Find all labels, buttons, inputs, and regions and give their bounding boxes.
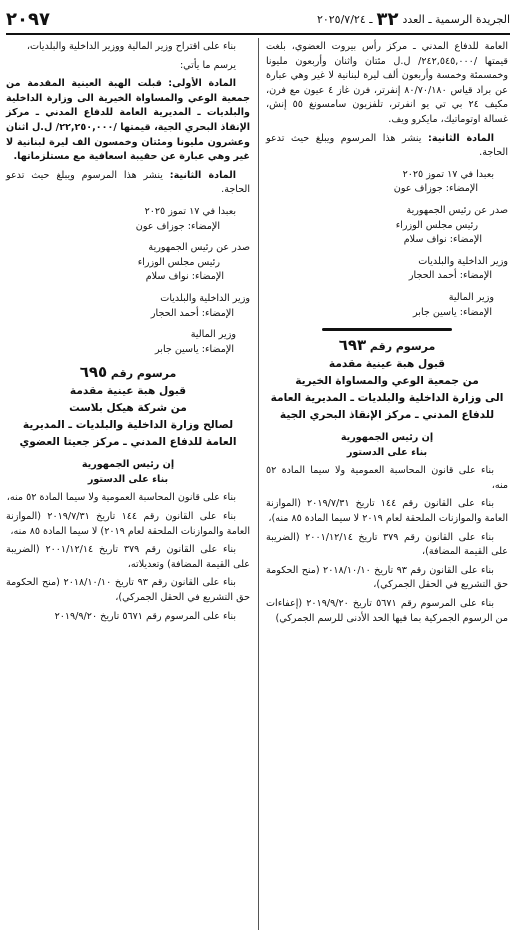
basis-paragraph: بناء على القانون رقم ٩٣ تاريخ ٢٠١٨/١٠/١٠ (منح الحكومة حق التشريع في الحقل الجمركي)، bbox=[6, 577, 250, 604]
decree-title-line: قبول هبة عينية مقدمة bbox=[69, 385, 187, 398]
basis-paragraph: بناء على القانون رقم ١٤٤ تاريخ ٢٠١٩/٧/٣١ (الموازنة العامة والموازنات الملحقة لعام ٢٠١٩ لا سيما المادة ٨٥ منه)، bbox=[266, 498, 508, 525]
journal-title: الجريدة الرسمية ـ العدد bbox=[402, 12, 510, 26]
basis-paragraph: بناء على المرسوم رقم ٥٦٧١ تاريخ ٢٠١٩/٩/٢٠ bbox=[54, 610, 236, 622]
president-heading: إن رئيس الجمهورية bbox=[340, 432, 434, 444]
left-column bbox=[6, 40, 250, 624]
pm-title: رئيس مجلس الوزراء bbox=[137, 256, 220, 268]
basis-paragraph: بناء على القانون رقم ٣٧٩ تاريخ ٢٠٠١/١٢/١٤ (الضريبة على القيمة المضافة)، bbox=[266, 531, 508, 558]
finance-minister-signature: الإمضاء: ياسين جابر bbox=[412, 306, 492, 318]
page-header bbox=[6, 6, 510, 32]
proposal-paragraph: بناء على اقتراح وزير المالية ووزير الداخلية والبلديات، bbox=[26, 41, 236, 52]
decree-title-line: للدفاع المدني ـ مركز الإنقاذ البحري الجية bbox=[279, 409, 495, 422]
decree-title-line: قبول هبة عينية مقدمة bbox=[328, 358, 446, 371]
gift-description-paragraph: العامة للدفاع المدني ـ مركز رأس بيروت العضوي، بلغت قيمتها /٢٤٢,٥٤٥,٠٠٠/ ل.ل مئتان واثنان وأربعون مليونا وخمسمئة وخمسة وأربعون ألف ليرة لبنانية لا غير وهي عبارة عن براد قياس ٨٠/٧٠/١٨٠ إنفرتر، فرن غاز ٤ عيون مع فرن، مكيف ٢٤ بي تي يو انفرتر، تلفزيون سامسونغ ٥٥ إنش، غسالة اوتوماتيك، مايكرو ويف. bbox=[266, 41, 508, 125]
basis-paragraph: بناء على القانون رقم ٣٧٩ تاريخ ٢٠٠١/١٢/١٤ (الضريبة على القيمة المضافة) وتعديلاته، bbox=[6, 544, 250, 570]
decree-heading bbox=[266, 337, 508, 356]
president-signature: الإمضاء: جوزاف عون bbox=[393, 183, 478, 195]
article-two-text: ينشر هذا المرسوم ويبلغ حيث تدعو الحاجة. bbox=[266, 132, 508, 159]
interior-minister-signature: الإمضاء: أحمد الحجار bbox=[408, 270, 492, 282]
article-one-text: قبلت الهبة العينية المقدمة من جمعية الوعي والمساواة الخيرية الى وزارة الداخلية والبلديات ـ المديرية العامة للدفاع المدني ـ مركز الإنقاذ البحري الجية، قيمتها /٢٢,٢٥٠,٠٠٠/ ل.ل اثنان وعشرون مليونا ومئتان وخمسون الف ليرة لبنانية لا غير وهي عبارة عن حقيبة اسعافية مع مستلزماتها. bbox=[6, 78, 251, 163]
basis-paragraph: بناء على قانون المحاسبة العمومية ولا سيما المادة ٥٢ منه، bbox=[266, 465, 508, 491]
decree-label: مرسوم رقم bbox=[369, 340, 436, 354]
section-divider bbox=[266, 328, 508, 331]
page-number: ٢٠٩٧ bbox=[6, 8, 50, 30]
column-separator bbox=[258, 38, 259, 930]
article-one-label: المادة الأولى: bbox=[168, 78, 236, 90]
constitution-line: بناء على الدستور bbox=[87, 473, 169, 485]
finance-minister-signature: الإمضاء: ياسين جابر bbox=[154, 343, 234, 355]
decree-title-line: من شركة هيكل بلاست bbox=[69, 402, 187, 415]
constitution-line: بناء على الدستور bbox=[346, 446, 428, 458]
issued-by: صدر عن رئيس الجمهورية bbox=[148, 242, 250, 254]
decree-label: مرسوم رقم bbox=[110, 367, 177, 381]
article-two-label: المادة الثانية: bbox=[169, 169, 236, 181]
pm-title: رئيس مجلس الوزراء bbox=[395, 219, 478, 231]
basis-paragraph: بناء على قانون المحاسبة العمومية ولا سيما المادة ٥٢ منه، bbox=[6, 492, 236, 504]
finance-minister-title: وزير المالية bbox=[190, 329, 236, 341]
decree-title-line: من جمعية الوعي والمساواة الخيرية bbox=[295, 375, 479, 388]
article-two bbox=[266, 132, 508, 161]
decree-number: ٦٩٣ bbox=[338, 336, 367, 355]
header-rule bbox=[6, 33, 510, 35]
basis-paragraph: بناء على المرسوم رقم ٥٦٧١ تاريخ ٢٠١٩/٩/٢٠ (إعفاءات من الرسوم الجمركية بما فيها الحد الأدنى للرسم الجمركي) bbox=[266, 598, 508, 624]
decree-heading bbox=[6, 364, 250, 383]
journal-info bbox=[317, 9, 510, 30]
interior-minister-title: وزير الداخلية والبلديات bbox=[160, 292, 250, 304]
article-two bbox=[6, 169, 250, 198]
issue-number: ٣٢ bbox=[376, 8, 399, 30]
decree-title-line: العامة للدفاع المدني ـ مركز جعيتا العضوي bbox=[19, 436, 237, 449]
article-two-label: المادة الثانية: bbox=[428, 132, 494, 144]
president-heading: إن رئيس الجمهورية bbox=[81, 459, 175, 471]
decree-title-line: الى وزارة الداخلية والبلديات ـ المديرية العامة bbox=[270, 392, 504, 405]
date-line: بعبدا في ١٧ تموز ٢٠٢٥ bbox=[402, 168, 494, 180]
interior-minister-signature: الإمضاء: أحمد الحجار bbox=[150, 307, 234, 319]
right-column bbox=[266, 40, 508, 626]
decrees-line: يرسم ما يأتي: bbox=[179, 59, 236, 71]
basis-paragraph: بناء على القانون رقم ١٤٤ تاريخ ٢٠١٩/٧/٣١ (الموازنة العامة والموازنات الملحقة لعام ٢٠١٩) لا سيما المادة ٨٥ منه، bbox=[6, 511, 250, 537]
decree-number: ٦٩٥ bbox=[79, 363, 108, 382]
basis-paragraph: بناء على القانون رقم ٩٣ تاريخ ٢٠١٨/١٠/١٠ (منح الحكومة حق التشريع في الحقل الجمركي)، bbox=[266, 564, 508, 591]
finance-minister-title: وزير المالية bbox=[448, 291, 494, 303]
article-two-text: ينشر هذا المرسوم ويبلغ حيث تدعو الحاجة. bbox=[6, 169, 250, 196]
date-line: بعبدا في ١٧ تموز ٢٠٢٥ bbox=[144, 205, 236, 217]
pm-signature: الإمضاء: نواف سلام bbox=[403, 234, 482, 246]
issue-date: ـ ٢٠٢٥/٧/٢٤ bbox=[316, 12, 373, 26]
president-signature: الإمضاء: جوزاف عون bbox=[135, 220, 220, 232]
interior-minister-title: وزير الداخلية والبلديات bbox=[418, 255, 508, 267]
article-one bbox=[6, 77, 250, 165]
pm-signature: الإمضاء: نواف سلام bbox=[145, 271, 224, 283]
decree-title-line: لصالح وزارة الداخلية والبلديات ـ المديرية bbox=[22, 419, 234, 432]
issued-by: صدر عن رئيس الجمهورية bbox=[406, 204, 508, 216]
